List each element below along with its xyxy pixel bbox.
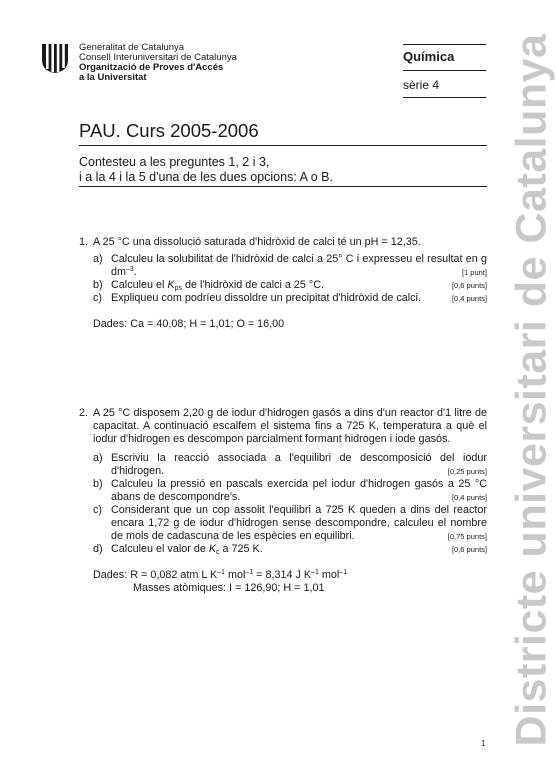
question-2-part-c: [79, 504, 487, 544]
superscript: –1: [339, 569, 348, 576]
institution-line: a la Universitat: [79, 72, 147, 83]
part-text-end: .: [133, 266, 137, 279]
question-1-part-c: [79, 292, 487, 305]
data-text: = 8,314 J K: [253, 569, 312, 581]
part-text: Calculeu la pressió en pascals exercida pel iodur d'hidrogen gasós a 25 °C abans de descompondre's.: [111, 478, 487, 504]
part-text-end: a 725 K.: [219, 543, 263, 555]
question-2-part-b: [79, 478, 487, 504]
generalitat-logo: [41, 42, 69, 74]
question-number: 2.: [79, 407, 89, 419]
points: [0,75 punts]: [447, 532, 487, 542]
part-text-end: de l'hidròxid de calci a 25 °C.: [182, 279, 325, 291]
exam-title: PAU. Curs 2005-2006: [79, 120, 259, 141]
instruction-line: i a la 4 i la 5 d'una de les dues opcions: A o B.: [79, 170, 333, 184]
superscript: –3: [126, 266, 134, 274]
question-1: [79, 236, 487, 249]
part-label: a): [93, 253, 103, 265]
data-text: mol: [318, 569, 340, 581]
question-2-part-a: [79, 452, 487, 478]
part-label: a): [93, 452, 103, 464]
series-label: sèrie 4: [403, 78, 440, 92]
subscript: c: [216, 549, 220, 556]
subject-title: Química: [403, 49, 455, 64]
subject-rule-top: [403, 44, 486, 45]
part-label: c): [93, 504, 102, 516]
superscript: –1: [217, 569, 225, 576]
subject-rule-bottom: [403, 97, 486, 98]
question-text: A 25 °C una dissolució saturada d'hidròxid de calci té un pH = 12,35.: [93, 236, 421, 248]
points: [1 punt]: [461, 268, 487, 278]
title-rule: [79, 145, 487, 146]
part-text: Considerant que un cop assolit l'equilibri a 725 K queden a dins del reactor encara 1,72 g de iodur d'hidrogen sense descompondre, calculeu el nombre de mols de cadascuna de les espècies en equilibri.: [111, 504, 487, 543]
part-text: Escriviu la reacció associada a l'equilibri de descomposició del iodur d'hidrogen.: [111, 452, 487, 478]
superscript: –1: [245, 569, 254, 576]
part-label: d): [93, 543, 103, 555]
k-symbol: K: [208, 543, 217, 555]
part-label: c): [93, 292, 102, 304]
part-label: b): [93, 478, 103, 490]
subscript: ps: [174, 285, 183, 292]
data-text: mol: [224, 569, 246, 581]
part-text: Expliqueu com podríeu dissoldre un precipitat d'hidròxid de calci.: [111, 292, 421, 304]
data-label: Dades:: [93, 569, 128, 581]
part-label: b): [93, 279, 103, 291]
points: [0,25 punts]: [447, 467, 487, 477]
points: [0,6 punts]: [451, 545, 487, 554]
question-2-data-line-2: Masses atòmiques: I = 126,90; H = 1,01: [133, 582, 325, 594]
superscript: –1: [311, 569, 319, 576]
question-1-part-a: [79, 253, 487, 279]
question-2-part-d: [79, 543, 487, 559]
part-text: Calculeu el: [111, 279, 168, 291]
points: [0,6 punts]: [451, 281, 487, 290]
institution-line: Consell Interuniversitari de Catalunya: [79, 52, 237, 63]
institution-line: Generalitat de Catalunya: [79, 42, 185, 53]
institution-block: [79, 43, 237, 83]
part-text: Calculeu el valor de: [111, 543, 209, 555]
instructions-rule: [79, 186, 487, 187]
question-2-data: [93, 569, 347, 582]
page-number: 1: [481, 739, 486, 748]
points: [0,4 punts]: [451, 493, 487, 503]
question-1-data: Dades: Ca = 40,08; H = 1,01; O = 16,00: [93, 318, 285, 330]
question-2: [79, 407, 487, 447]
institution-line: Organització de Proves d'Accés: [79, 62, 224, 73]
subject-rule-middle: [403, 70, 486, 71]
instruction-line: Contesteu a les preguntes 1, 2 i 3,: [79, 155, 270, 169]
question-text: A 25 °C disposem 2,20 g de iodur d'hidrogen gasós a dins d'un reactor d'1 litre de capacitat. A continuació escalfem el sistema fins a 725 K, temperatura a què el iodur d'hidrogen es descompon parcialment formant hidrogen i iode gasós.: [93, 407, 487, 446]
question-number: 1.: [79, 236, 89, 248]
instructions: [79, 155, 333, 185]
part-text: Calculeu la solubilitat de l'hidròxid de calci a 25° C i expresseu el resultat en g dm: [111, 253, 487, 279]
data-text: R = 0,082 atm L K: [130, 569, 218, 581]
points: [0,4 punts]: [451, 294, 487, 303]
k-symbol: K: [167, 279, 175, 291]
watermark: Districte universitari de Catalunya: [507, 33, 556, 747]
